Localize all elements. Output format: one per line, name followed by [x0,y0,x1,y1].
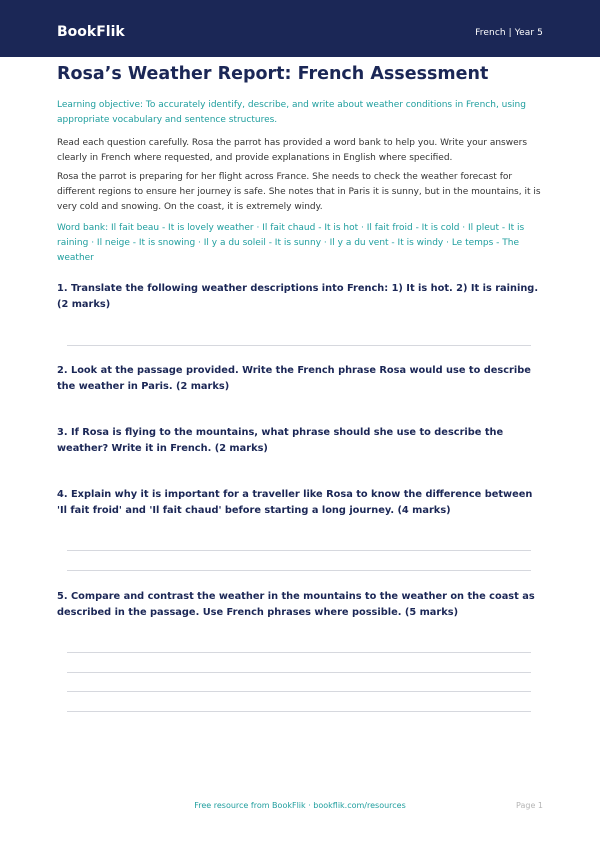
question-5: 5. Compare and contrast the weather in the mountains to the weather on the coast as described in the passage. Use French phrases where possible. (5 marks) [57,591,535,618]
instructions-text: Read each question carefully. Rosa the parrot has provided a word bank to help you. Write your answers clearly in French where requested, and provide explanations in English where specified. [57,138,528,163]
question-2: 2. Look at the passage provided. Write the French phrase Rosa would use to describe the weather in Paris. (2 marks) [57,365,531,392]
page-title: Rosa’s Weather Report: French Assessment [57,64,489,84]
question-3: 3. If Rosa is flying to the mountains, what phrase should she use to describe the weather? Write it in French. (2 marks) [57,427,504,454]
word-bank: Word bank: Il fait beau - It is lovely weather · Il fait chaud - It is hot · Il fait froid - It is cold · Il pleut - It is raining · Il neige - It is snowing · Il y a du soleil - It is sunny · Il y a du vent - It is windy · Le temps - The weather [57,223,525,263]
answer-line-q4-1[interactable] [67,550,531,551]
page-number: Page 1 [516,801,543,810]
answer-line-q5-3[interactable] [67,691,531,692]
question-4: 4. Explain why it is important for a traveller like Rosa to know the difference between 'Il fait froid' and 'Il fait chaud' before starting a long journey. (4 marks) [57,489,533,516]
reading-passage: Rosa the parrot is preparing for her flight across France. She needs to check the weather forecast for different regions to ensure her journey is safe. She notes that in Paris it is sunny, but in the mountains, it is very cold and snowing. On the coast, it is extremely windy. [57,172,541,212]
header-bar [0,0,600,57]
subject-year-label: French | Year 5 [475,28,543,38]
brand-logo-text[interactable]: BookFlik [57,24,125,40]
question-1: 1. Translate the following weather descriptions into French: 1) It is hot. 2) It is raining. (2 marks) [57,283,539,310]
footer-credit-link[interactable]: Free resource from BookFlik · bookflik.com/resources [194,801,406,810]
answer-line-q4-2[interactable] [67,570,531,571]
answer-line-q5-2[interactable] [67,672,531,673]
answer-line-q1-1[interactable] [67,345,531,346]
answer-line-q5-1[interactable] [67,652,531,653]
learning-objective: Learning objective: To accurately identify, describe, and write about weather conditions in French, using appropriate vocabulary and sentence structures. [57,100,526,125]
answer-line-q5-4[interactable] [67,711,531,712]
